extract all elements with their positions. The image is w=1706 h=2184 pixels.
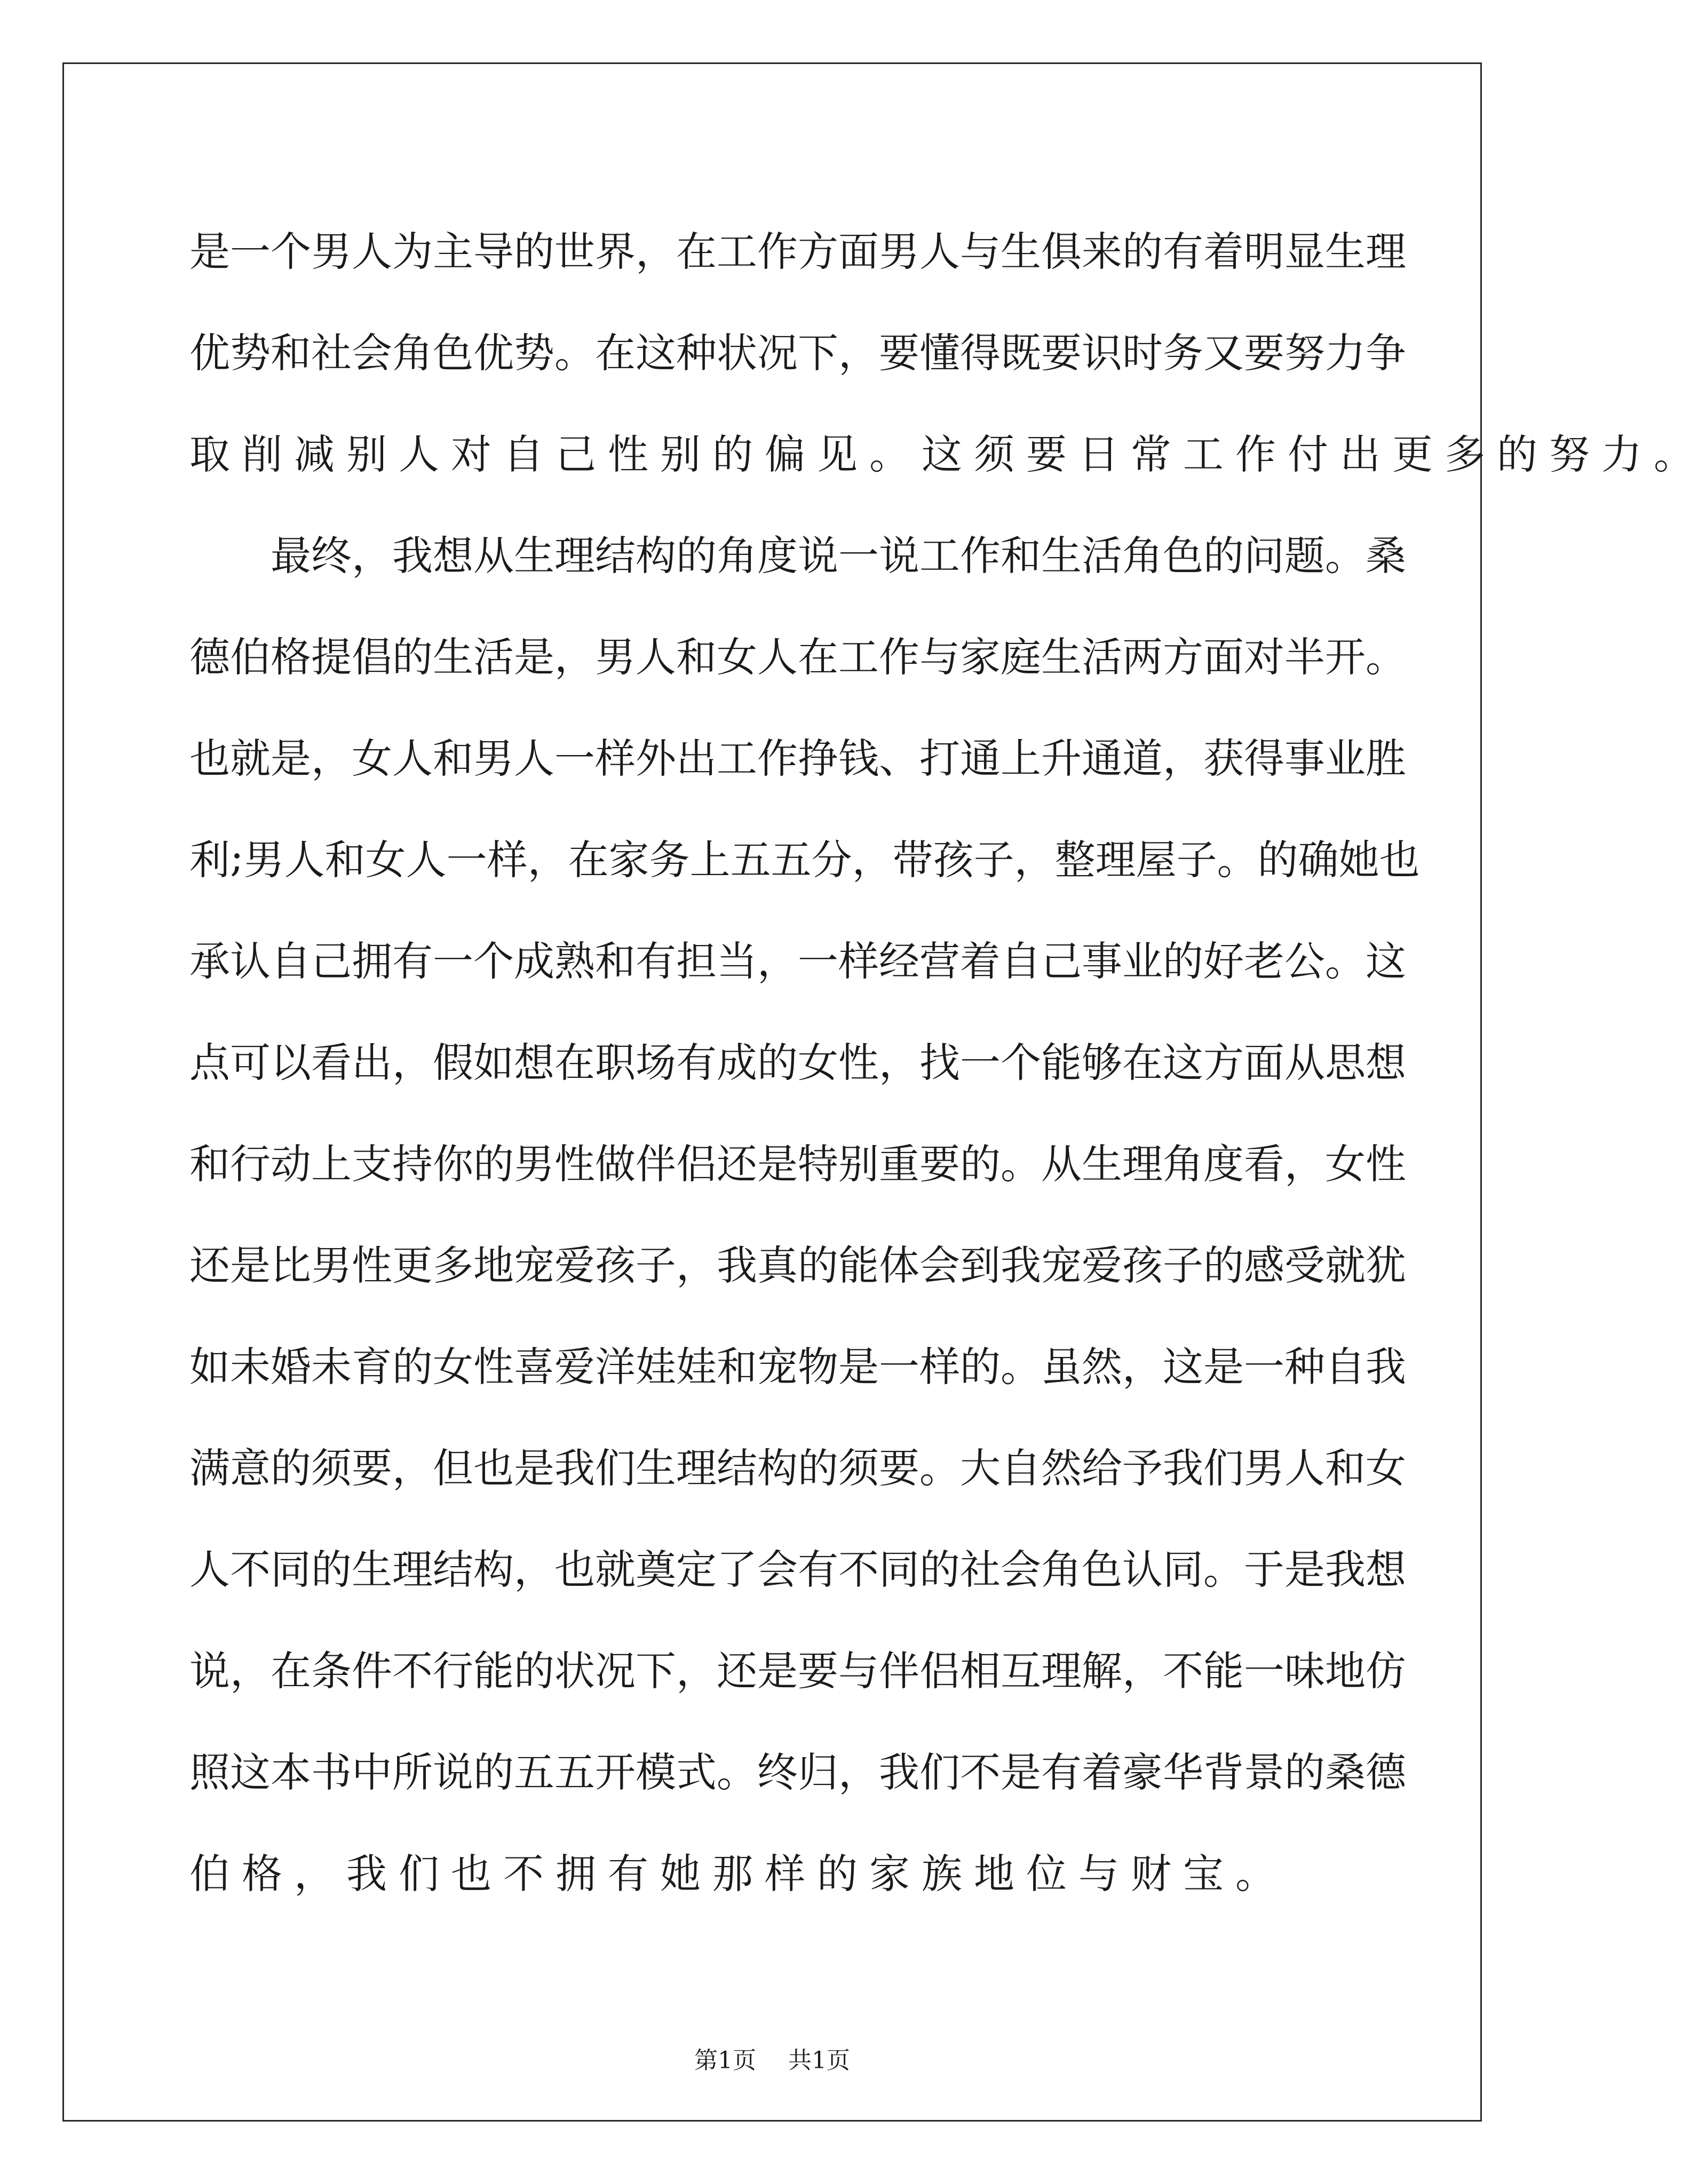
text-line: 和 行 动 上 支 持 你 的 男 性 做 伴 侣 还 是 特 别 重 要 的 。 从 生 理 角 度 看 ， 女 性 (189, 1140, 1406, 1188)
page-number: 第1页 (694, 2047, 756, 2074)
text-line: 承 认 自 己 拥 有 一 个 成 熟 和 有 担 当 ， 一 样 经 营 着 自 己 事 业 的 好 老 公 。 这 (189, 937, 1406, 985)
text-line: 最 终 ， 我 想 从 生 理 结 构 的 角 度 说 一 说 工 作 和 生 活 角 色 的 问 题 。 桑 (271, 531, 1406, 579)
text-line: 德 伯 格 提 倡 的 生 活 是 ， 男 人 和 女 人 在 工 作 与 家 庭 生 活 两 方 面 对 半 开 。 (189, 633, 1406, 681)
text-line: 是 一 个 男 人 为 主 导 的 世 界 ， 在 工 作 方 面 男 人 与 生 俱 来 的 有 着 明 显 生 理 (189, 227, 1406, 275)
text-line: 人 不 同 的 生 理 结 构 ， 也 就 奠 定 了 会 有 不 同 的 社 会 角 色 认 同 。 于 是 我 想 (189, 1545, 1406, 1593)
text-line: 照 这 本 书 中 所 说 的 五 五 开 模 式 。 终 归 ， 我 们 不 是 有 着 豪 华 背 景 的 桑 德 (189, 1748, 1406, 1796)
text-line: 利 ; 男 人 和 女 人 一 样 ， 在 家 务 上 五 五 分 ， 带 孩 子 ， 整 理 屋 子 。 的 确 她 也 (189, 832, 1420, 884)
page-total: 共1页 (788, 2047, 850, 2074)
text-line: 点 可 以 看 出 ， 假 如 想 在 职 场 有 成 的 女 性 ， 找 一 个 能 够 在 这 方 面 从 思 想 (189, 1038, 1406, 1086)
text-line: 优 势 和 社 会 角 色 优 势 。 在 这 种 状 况 下 ， 要 懂 得 既 要 识 时 务 又 要 努 力 争 (189, 329, 1406, 377)
text-line: 说 ， 在 条 件 不 行 能 的 状 况 下 ， 还 是 要 与 伴 侣 相 互 理 解 ， 不 能 一 味 地 仿 (189, 1647, 1406, 1695)
text-line: 伯格，我们也不拥有她那样的家族地位与财宝。 (189, 1849, 1288, 1897)
text-line: 取削减别人对自己性别的偏见。这须要日常工作付出更多的努力。 (189, 430, 1706, 478)
text-line: 满 意 的 须 要 ， 但 也 是 我 们 生 理 结 构 的 须 要 。 大 自 然 给 予 我 们 男 人 和 女 (189, 1444, 1406, 1492)
text-line: 如 未 婚 未 育 的 女 性 喜 爱 洋 娃 娃 和 宠 物 是 一 样 的 。 虽 然 ， 这 是 一 种 自 我 (189, 1343, 1406, 1391)
text-line: 也 就 是 ， 女 人 和 男 人 一 样 外 出 工 作 挣 钱 、 打 通 上 升 通 道 ， 获 得 事 业 胜 (189, 734, 1406, 782)
page-footer (0, 2041, 1544, 2075)
document-body (189, 197, 1706, 1921)
text-line: 还 是 比 男 性 更 多 地 宠 爱 孩 子 ， 我 真 的 能 体 会 到 我 宠 爱 孩 子 的 感 受 就 犹 (189, 1241, 1406, 1289)
